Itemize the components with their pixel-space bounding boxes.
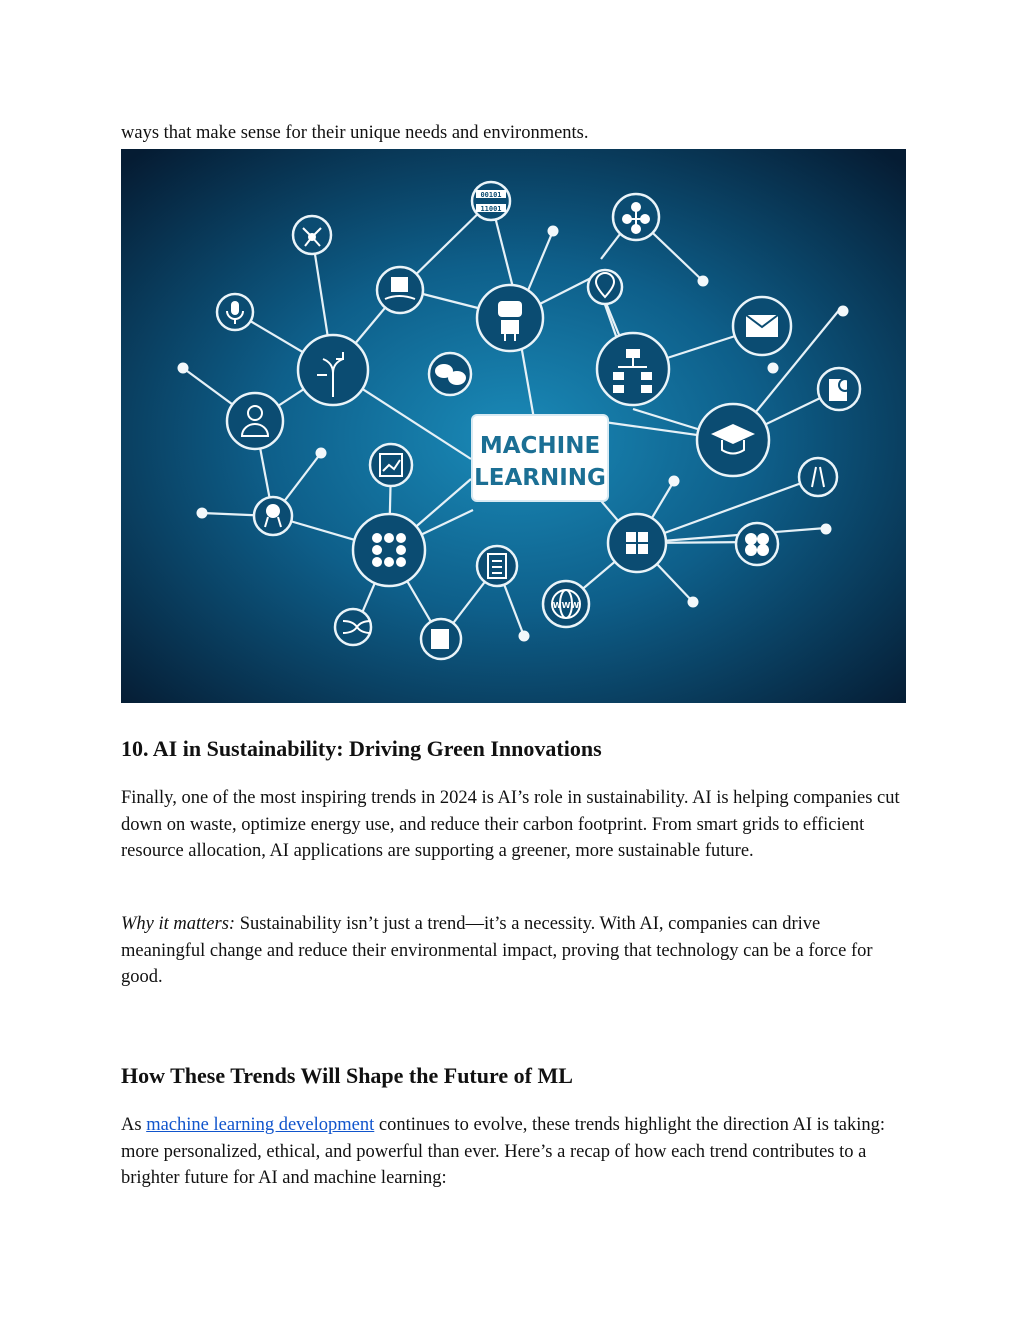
binary-bottom-text: 11001 bbox=[480, 205, 502, 213]
cubes-node bbox=[608, 514, 666, 572]
sustainability-paragraph: Finally, one of the most inspiring trends in 2024 is AI’s role in sustainability. AI is helping companies cut down on waste, optimize energy use, and reduce their carbon footprint. From smart grids to efficient resource allocation, AI applications are supporting a greener, more sustainable future. bbox=[121, 788, 900, 861]
future-suffix: continues to evolve, these trends highlight the direction AI is taking: more personalized, ethical, and powerful than ever. Here’s a recap of how each trend contributes to a brighter future for AI and machine learning: bbox=[121, 1115, 885, 1188]
www-text: WWW bbox=[552, 601, 580, 610]
intro-paragraph: ways that make sense for their unique needs and environments. bbox=[121, 123, 589, 143]
network-diagram bbox=[121, 149, 906, 703]
hierarchy-node bbox=[597, 333, 669, 405]
center-label-line2: LEARNING bbox=[474, 465, 606, 491]
brain-node bbox=[736, 523, 778, 565]
machine-learning-development-link[interactable]: machine learning development bbox=[146, 1115, 375, 1135]
location-pin-node bbox=[588, 270, 622, 304]
chart-node bbox=[370, 444, 412, 486]
future-prefix: As bbox=[121, 1115, 147, 1135]
why-it-matters-label: Why it matters: bbox=[121, 914, 236, 934]
future-paragraph bbox=[121, 1112, 901, 1192]
binary-top-text: 00101 bbox=[480, 191, 502, 199]
machine-learning-illustration bbox=[121, 149, 906, 703]
binary-code-node bbox=[472, 182, 510, 220]
shuffle-node bbox=[335, 609, 371, 645]
section-heading-future: How These Trends Will Shape the Future of ML bbox=[121, 1063, 573, 1088]
section-heading-sustainability: 10. AI in Sustainability: Driving Green Innovations bbox=[121, 736, 602, 761]
center-label-line1: MACHINE bbox=[479, 433, 601, 459]
road-node bbox=[799, 458, 837, 496]
robot-node bbox=[477, 285, 543, 351]
why-it-matters-text: Sustainability isn’t just a trend—it’s a necessity. With AI, companies can drive meaningful change and reduce their environmental impact, proving that technology can be a force for good. bbox=[121, 914, 873, 987]
why-it-matters-paragraph bbox=[121, 911, 901, 991]
grid-dots-node bbox=[353, 514, 425, 586]
